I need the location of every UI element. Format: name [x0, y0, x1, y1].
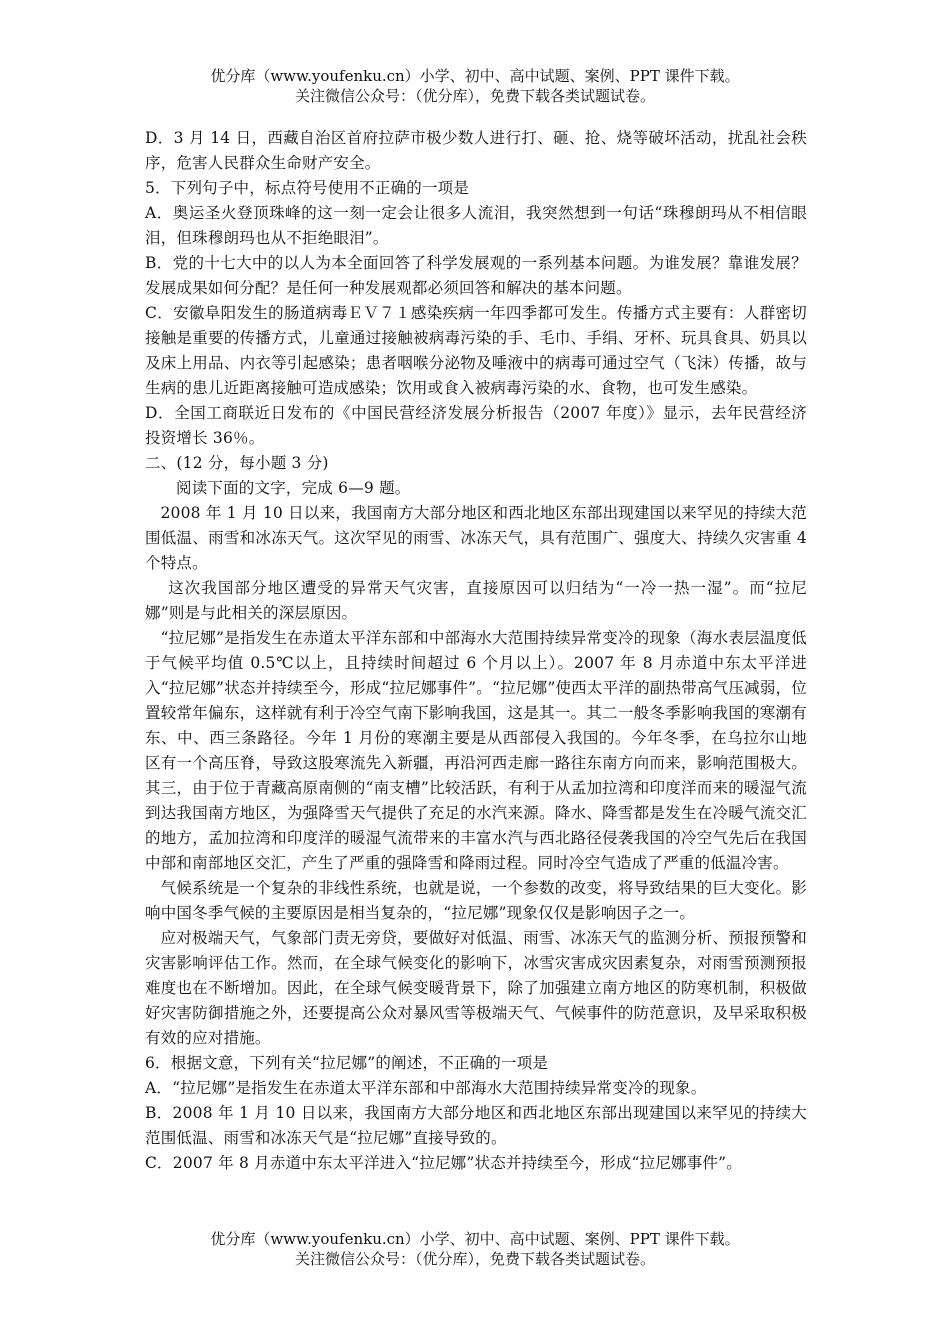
section-2-instruction: 阅读下面的文字，完成 6—9 题。: [176, 479, 411, 497]
question-6-option-a: A．“拉尼娜”是指发生在赤道太平洋东部和中部海水大范围持续异常变冷的现象。: [145, 1079, 707, 1097]
page-footer: [0, 1229, 950, 1269]
page-header: [0, 66, 950, 106]
question-4-option-d: D．3 月 14 日，西藏自治区首府拉萨市极少数人进行打、砸、抢、烧等破坏活动，扰乱社会秩序，危害人民群众生命财产安全。: [145, 129, 807, 172]
header-line-2: 关注微信公众号：（优分库），免费下载各类试题试卷。: [294, 87, 655, 105]
footer-line-2: 关注微信公众号：（优分库），免费下载各类试题试卷。: [294, 1250, 655, 1268]
passage-paragraph-1: 2008 年 1 月 10 日以来，我国南方大部分地区和西北地区东部出现建国以来罕见的持续大范围低温、雨雪和冰冻天气。这次罕见的雨雪、冰冻天气，具有范围广、强度大、持续久灾害重 4 个特点。: [145, 504, 807, 572]
footer-line-1: 优分库（www.youfenku.cn）小学、初中、高中试题、案例、PPT 课件下载。: [210, 1230, 740, 1248]
passage-paragraph-3: “拉尼娜”是指发生在赤道太平洋东部和中部海水大范围持续异常变冷的现象（海水表层温度低于气候平均值 0.5℃以上，且持续时间超过 6 个月以上）。2007 年 8 月赤道中东太平洋进入“拉尼娜”状态并持续至今，形成“拉尼娜事件”。“拉尼娜”使西太平洋的副热带高气压减弱，位置较常年偏东，这样就有利于冷空气南下影响我国，这是其一。其二一般冬季影响我国的寒潮有东、中、西三条路径。今年 1 月份的寒潮主要是从西部侵入我国的。今年冬季，在乌拉尔山地区有一个高压脊，导致这股寒流先入新疆，再沿河西走廊一路往东南方向而来，影响范围极大。其三，由于位于青藏高原南侧的“南支槽”比较活跃，有利于从孟加拉湾和印度洋而来的暖湿气流到达我国南方地区，为强降雪天气提供了充足的水汽来源。降水、降雪都是发生在冷暖气流交汇的地方，孟加拉湾和印度洋的暖湿气流带来的丰富水汽与西北路径侵袭我国的冷空气先后在我国中部和南部地区交汇，产生了严重的强降雪和降雨过程。同时冷空气造成了严重的低温冷害。: [145, 629, 807, 872]
question-5-option-d: D．全国工商联近日发布的《中国民营经济发展分析报告（2007 年度）》显示，去年民营经济投资增长 36％。: [145, 404, 807, 447]
question-5-stem: 5．下列句子中，标点符号使用不正确的一项是: [145, 179, 470, 197]
question-5-option-b: B．党的十七大中的以人为本全面回答了科学发展观的一系列基本问题。为谁发展？靠谁发展？发展成果如何分配？是任何一种发展观都必须回答和解决的基本问题。: [145, 254, 807, 297]
question-6-stem: 6．根据文意，下列有关“拉尼娜”的阐述，不正确的一项是: [145, 1054, 549, 1072]
section-2-heading: 二、(12 分，每小题 3 分): [145, 454, 329, 472]
question-5-option-c: C．安徽阜阳发生的肠道病毒ＥＶ７１感染疾病一年四季都可发生。传播方式主要有：人群密切接触是重要的传播方式，儿童通过接触被病毒污染的手、毛巾、手绢、牙杯、玩具食具、奶具以及床上用品、内衣等引起感染；患者咽喉分泌物及唾液中的病毒可通过空气（飞沫）传播，故与生病的患儿近距离接触可造成感染；饮用或食入被病毒污染的水、食物，也可发生感染。: [145, 304, 807, 397]
passage-paragraph-4: 气候系统是一个复杂的非线性系统，也就是说，一个参数的改变，将导致结果的巨大变化。影响中国冬季气候的主要原因是相当复杂的，“拉尼娜”现象仅仅是影响因子之一。: [145, 879, 807, 922]
document-body: [145, 126, 807, 1176]
question-6-option-b: B．2008 年 1 月 10 日以来，我国南方大部分地区和西北地区东部出现建国以来罕见的持续大范围低温、雨雪和冰冻天气是“拉尼娜”直接导致的。: [145, 1104, 807, 1147]
question-5-option-a: A．奥运圣火登顶珠峰的这一刻一定会让很多人流泪，我突然想到一句话“珠穆朗玛从不相信眼泪，但珠穆朗玛也从不拒绝眼泪”。: [145, 204, 807, 247]
question-6-option-c: C．2007 年 8 月赤道中东太平洋进入“拉尼娜”状态并持续至今，形成“拉尼娜事件”。: [145, 1154, 742, 1172]
passage-paragraph-2: 这次我国部分地区遭受的异常天气灾害，直接原因可以归结为“一冷一热一湿”。而“拉尼娜”则是与此相关的深层原因。: [145, 579, 807, 622]
passage-paragraph-5: 应对极端天气，气象部门责无旁贷，要做好对低温、雨雪、冰冻天气的监测分析、预报预警和灾害影响评估工作。然而，在全球气候变化的影响下，冰雪灾害成灾因素复杂，对雨雪预测预报难度也在不断增加。因此，在全球气候变暖背景下，除了加强建立南方地区的防寒机制，积极做好灾害防御措施之外，还要提高公众对暴风雪等极端天气、气候事件的防范意识，及早采取积极有效的应对措施。: [145, 929, 807, 1047]
header-line-1: 优分库（www.youfenku.cn）小学、初中、高中试题、案例、PPT 课件下载。: [210, 67, 740, 85]
